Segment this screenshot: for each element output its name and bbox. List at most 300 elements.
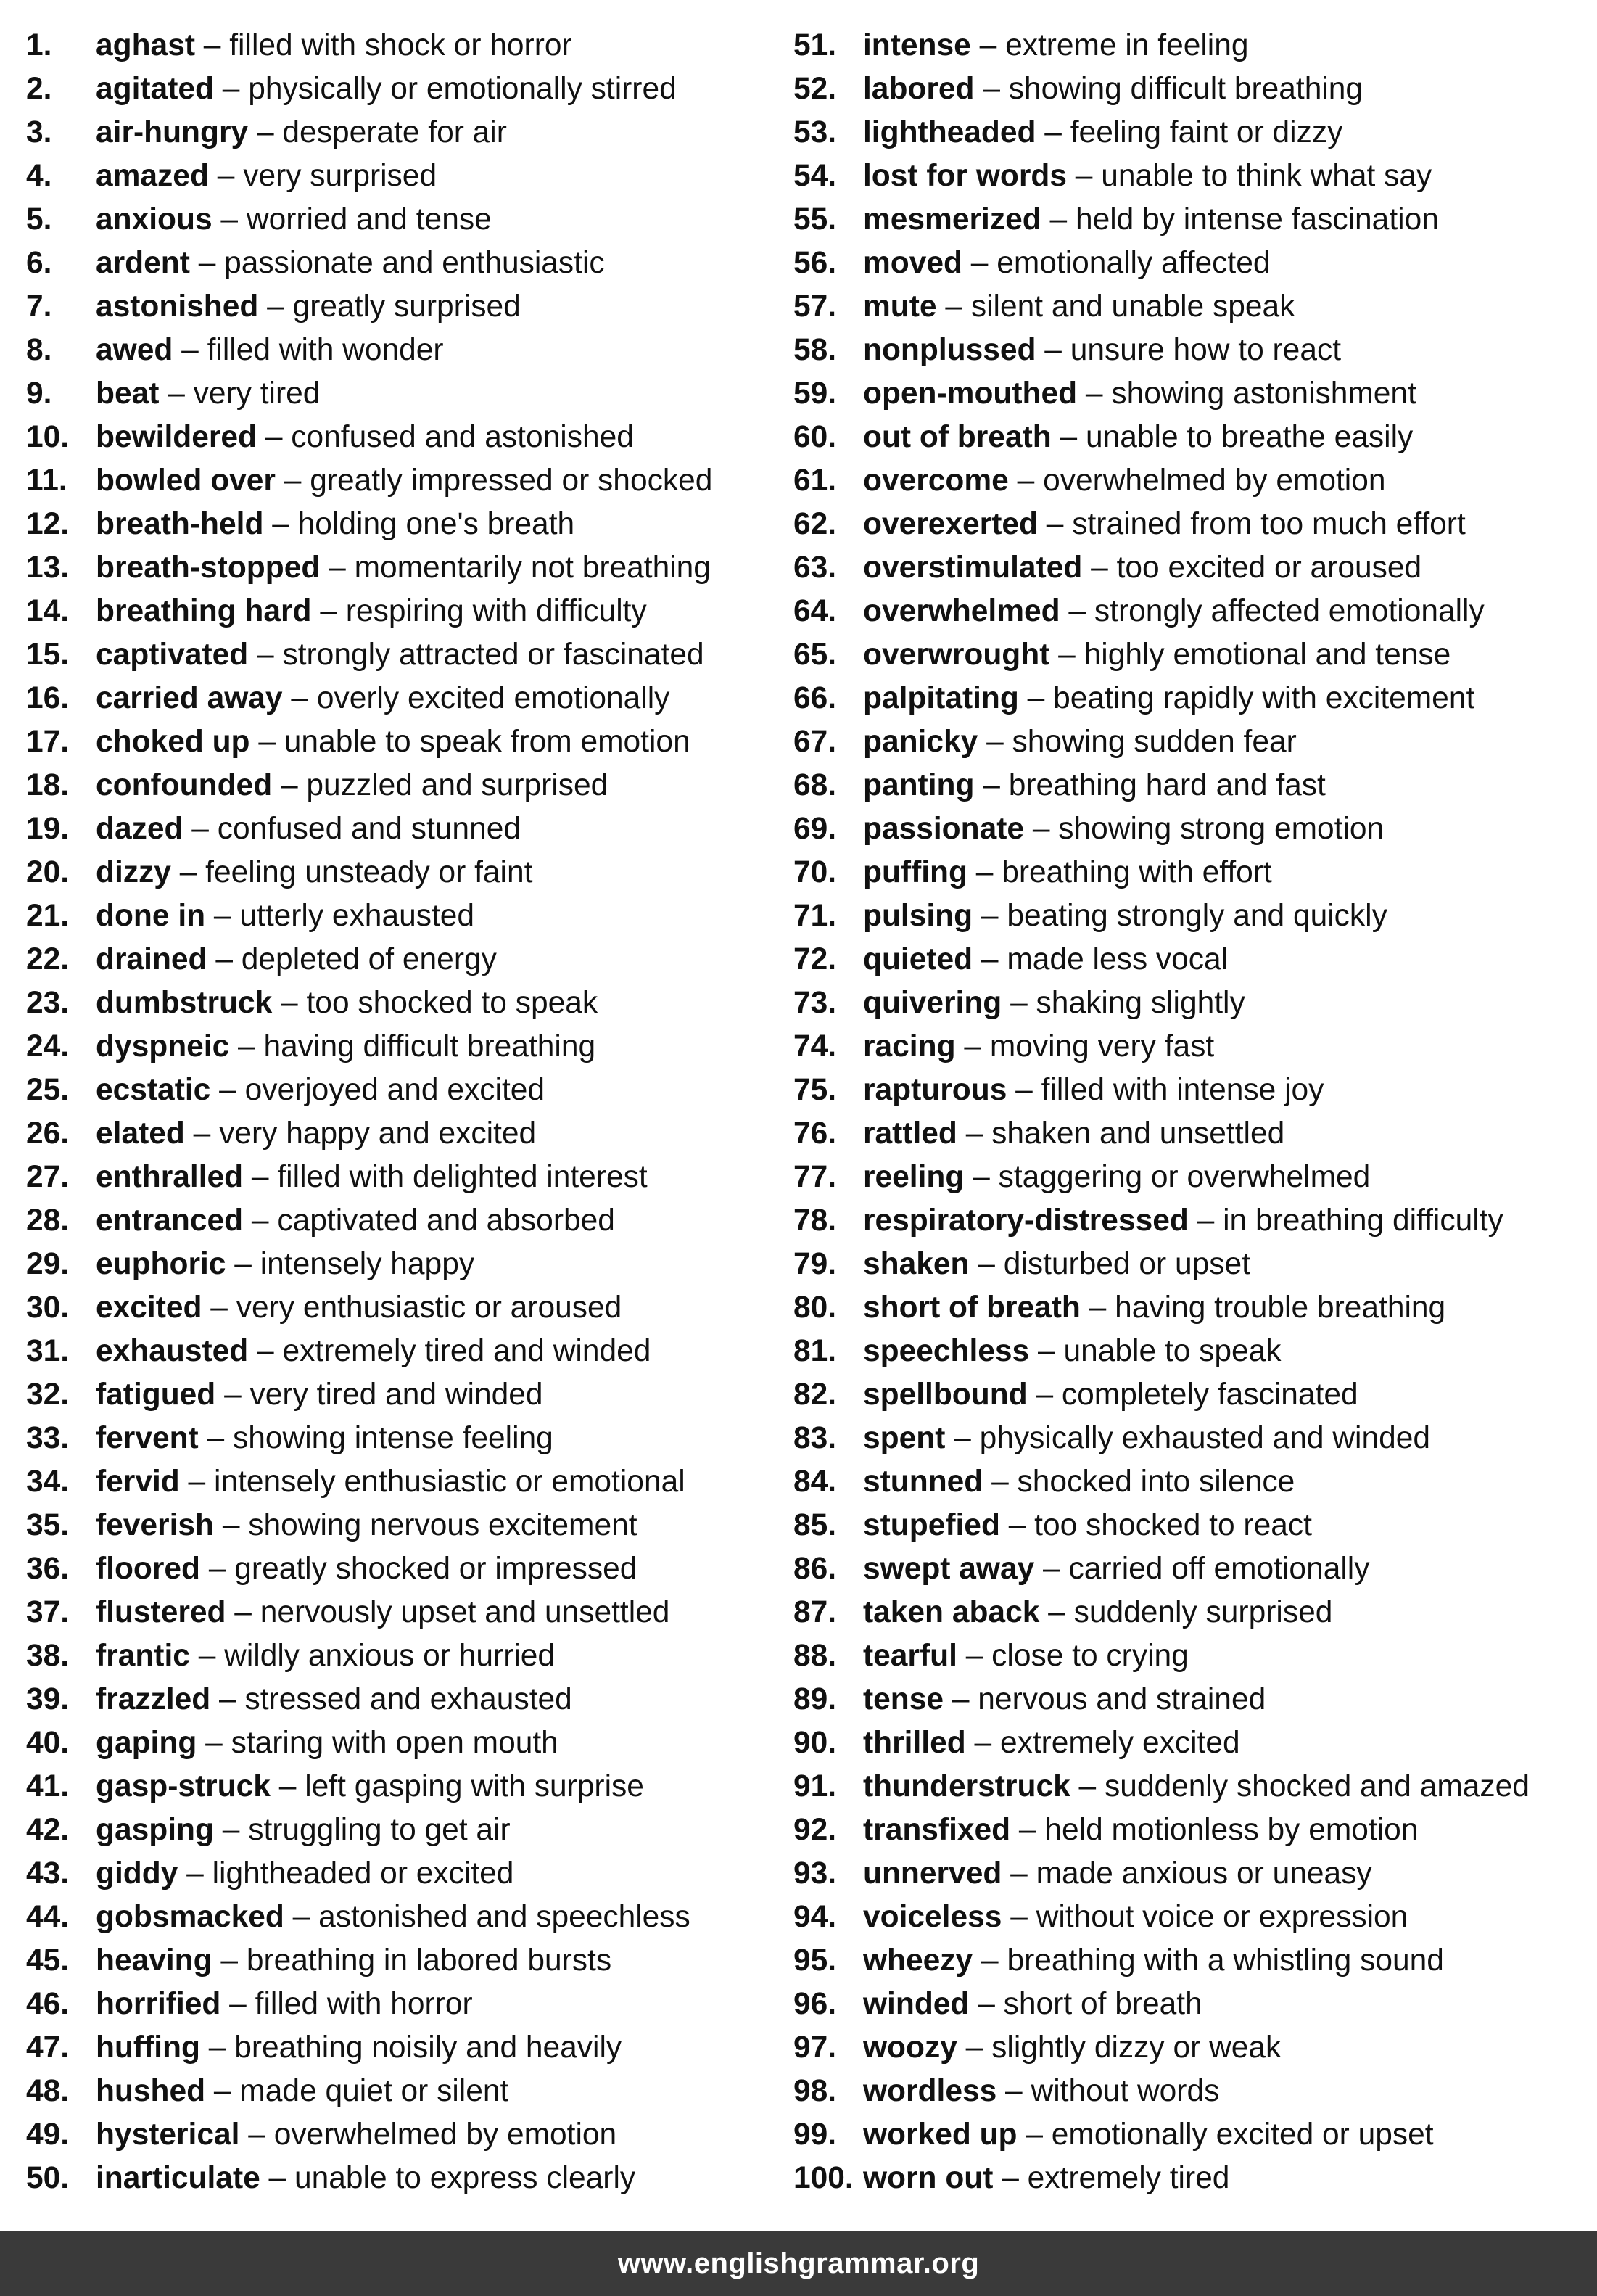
list-item: [793, 416, 1591, 459]
item-term: short of breath: [863, 1291, 1081, 1325]
item-text: [863, 416, 1413, 459]
list-item: [793, 67, 1591, 111]
item-separator: –: [1188, 1203, 1223, 1238]
item-definition: silent and unable speak: [970, 289, 1295, 324]
item-separator: –: [243, 1160, 278, 1194]
item-number: 85.: [793, 1508, 837, 1542]
item-separator: –: [1066, 159, 1102, 193]
item-text: [863, 1025, 1214, 1069]
item-term: breathing hard: [96, 594, 312, 628]
item-term: overcome: [863, 464, 1009, 498]
item-text: [863, 459, 1386, 503]
item-term: nonplussed: [863, 333, 1036, 367]
item-definition: strained from too much effort: [1072, 507, 1466, 541]
item-separator: –: [973, 899, 1007, 933]
item-text: [96, 1547, 637, 1591]
item-number: 78.: [793, 1203, 837, 1238]
item-definition: filled with shock or horror: [229, 28, 572, 62]
item-number: 73.: [793, 986, 837, 1020]
list-item: [26, 198, 788, 242]
item-definition: shaking slightly: [1036, 986, 1245, 1020]
item-number: 44.: [26, 1900, 70, 1934]
list-item: [793, 1765, 1591, 1809]
list-item: [793, 329, 1591, 372]
item-term: shaken: [863, 1247, 970, 1281]
list-item: [793, 1460, 1591, 1504]
item-term: wordless: [863, 2074, 997, 2108]
item-number: 31.: [26, 1334, 70, 1368]
item-text: [96, 198, 492, 242]
item-separator: –: [170, 855, 206, 889]
list-item: [26, 546, 788, 590]
item-separator: –: [215, 1378, 250, 1412]
list-item: [26, 1634, 788, 1678]
item-text: [863, 1069, 1324, 1112]
item-text: [863, 242, 1270, 285]
item-definition: suddenly surprised: [1073, 1595, 1333, 1629]
item-number: 7.: [26, 289, 52, 324]
item-term: racing: [863, 1029, 956, 1063]
item-definition: too shocked to react: [1034, 1508, 1312, 1542]
item-number: 62.: [793, 507, 837, 541]
list-item: [26, 1852, 788, 1896]
item-term: dizzy: [96, 855, 171, 889]
item-text: [96, 1156, 648, 1199]
item-definition: in breathing difficulty: [1223, 1203, 1503, 1238]
item-number: 46.: [26, 1987, 70, 2021]
item-separator: –: [184, 1116, 220, 1151]
list-item: [26, 1939, 788, 1983]
item-term: out of breath: [863, 420, 1052, 454]
list-item: [793, 2113, 1591, 2157]
item-separator: –: [999, 1508, 1035, 1542]
item-definition: breathing noisily and heavily: [234, 2030, 622, 2065]
list-item: [793, 764, 1591, 807]
item-text: [863, 1809, 1418, 1852]
item-term: entranced: [96, 1203, 244, 1238]
item-text: [96, 2026, 622, 2070]
list-item: [793, 1721, 1591, 1765]
item-definition: having trouble breathing: [1115, 1291, 1446, 1325]
item-definition: depleted of energy: [241, 942, 497, 976]
item-term: tearful: [863, 1639, 957, 1673]
item-definition: held motionless by emotion: [1044, 1813, 1419, 1847]
item-term: gasp-struck: [96, 1769, 271, 1803]
item-separator: –: [974, 768, 1009, 802]
list-item: [793, 1678, 1591, 1721]
item-term: elated: [96, 1116, 185, 1151]
item-separator: –: [965, 1726, 1000, 1760]
item-number: 69.: [793, 812, 837, 846]
item-separator: –: [957, 1639, 992, 1673]
item-term: captivated: [96, 638, 249, 672]
item-term: floored: [96, 1552, 201, 1586]
item-separator: –: [173, 333, 207, 367]
item-text: [863, 1721, 1240, 1765]
list-item: [793, 1417, 1591, 1460]
item-text: [863, 2026, 1281, 2070]
item-separator: –: [1017, 2118, 1052, 2152]
list-item: [26, 1678, 788, 1721]
item-separator: –: [1041, 202, 1076, 236]
item-text: [96, 1983, 473, 2026]
item-separator: –: [210, 1073, 245, 1107]
item-text: [863, 329, 1341, 372]
item-term: overexerted: [863, 507, 1038, 541]
item-number: 82.: [793, 1378, 837, 1412]
item-text: [96, 1460, 685, 1504]
item-separator: –: [964, 1160, 999, 1194]
list-item: [793, 2070, 1591, 2113]
item-separator: –: [955, 1029, 990, 1063]
item-number: 13.: [26, 551, 70, 585]
item-text: [96, 1765, 644, 1809]
item-number: 40.: [26, 1726, 70, 1760]
item-number: 68.: [793, 768, 837, 802]
item-number: 51.: [793, 28, 837, 62]
item-definition: unsure how to react: [1070, 333, 1342, 367]
item-text: [96, 1678, 572, 1721]
item-number: 92.: [793, 1813, 837, 1847]
item-number: 26.: [26, 1116, 70, 1151]
item-separator: –: [208, 159, 244, 193]
item-definition: staggering or overwhelmed: [998, 1160, 1371, 1194]
item-definition: showing astonishment: [1111, 377, 1416, 411]
item-term: quieted: [863, 942, 973, 976]
item-number: 55.: [793, 202, 837, 236]
item-definition: carried off emotionally: [1068, 1552, 1370, 1586]
item-term: bowled over: [96, 464, 276, 498]
item-term: panting: [863, 768, 975, 802]
item-text: [96, 938, 497, 982]
item-definition: intensely enthusiastic or emotional: [214, 1465, 685, 1499]
item-term: dazed: [96, 812, 183, 846]
item-term: mesmerized: [863, 202, 1041, 236]
list-item: [793, 1286, 1591, 1330]
item-text: [863, 1591, 1332, 1634]
item-term: agitated: [96, 72, 214, 106]
item-number: 91.: [793, 1769, 837, 1803]
list-item: [793, 894, 1591, 938]
item-term: taken aback: [863, 1595, 1040, 1629]
list-item: [26, 67, 788, 111]
list-item: [26, 1243, 788, 1286]
item-text: [96, 894, 474, 938]
item-separator: –: [1002, 1900, 1036, 1934]
item-text: [96, 1417, 553, 1460]
item-text: [863, 198, 1439, 242]
item-definition: very surprised: [243, 159, 437, 193]
item-term: overstimulated: [863, 551, 1083, 585]
item-definition: made less vocal: [1007, 942, 1229, 976]
item-term: passionate: [863, 812, 1025, 846]
item-separator: –: [311, 594, 346, 628]
item-number: 25.: [26, 1073, 70, 1107]
item-text: [96, 459, 712, 503]
item-separator: –: [1027, 1378, 1062, 1412]
item-definition: puzzled and surprised: [306, 768, 608, 802]
item-definition: greatly surprised: [292, 289, 521, 324]
item-definition: very enthusiastic or aroused: [236, 1291, 622, 1325]
item-number: 57.: [793, 289, 837, 324]
item-term: tense: [863, 1682, 944, 1716]
list-item: [793, 285, 1591, 329]
item-separator: –: [205, 899, 240, 933]
item-definition: passionate and enthusiastic: [224, 246, 605, 280]
item-text: [96, 720, 690, 764]
list-item: [26, 851, 788, 894]
item-number: 28.: [26, 1203, 70, 1238]
list-item: [26, 1156, 788, 1199]
item-definition: feeling faint or dizzy: [1070, 115, 1343, 149]
item-separator: –: [226, 1247, 260, 1281]
list-item: [793, 1939, 1591, 1983]
item-term: moved: [863, 246, 962, 280]
item-number: 42.: [26, 1813, 70, 1847]
item-text: [96, 1286, 622, 1330]
item-number: 5.: [26, 202, 52, 236]
item-term: carried away: [96, 681, 283, 715]
item-number: 10.: [26, 420, 70, 454]
item-number: 94.: [793, 1900, 837, 1934]
item-term: gaping: [96, 1726, 197, 1760]
item-text: [863, 546, 1421, 590]
item-separator: –: [1036, 333, 1070, 367]
item-term: labored: [863, 72, 975, 106]
item-separator: –: [1039, 1595, 1074, 1629]
item-text: [863, 1896, 1408, 1939]
item-separator: –: [1034, 1552, 1069, 1586]
item-definition: extreme in feeling: [1005, 28, 1249, 62]
item-separator: –: [1008, 464, 1044, 498]
item-number: 20.: [26, 855, 70, 889]
item-text: [863, 1417, 1430, 1460]
item-number: 32.: [26, 1378, 70, 1412]
item-term: choked up: [96, 725, 250, 759]
item-term: gobsmacked: [96, 1900, 284, 1934]
item-separator: –: [978, 725, 1012, 759]
item-term: hushed: [96, 2074, 206, 2108]
item-definition: made quiet or silent: [239, 2074, 509, 2108]
item-separator: –: [1002, 1856, 1036, 1890]
item-number: 53.: [793, 115, 837, 149]
item-separator: –: [974, 72, 1009, 106]
item-text: [96, 1721, 558, 1765]
item-separator: –: [243, 1203, 278, 1238]
item-term: respiratory-distressed: [863, 1203, 1189, 1238]
item-number: 24.: [26, 1029, 70, 1063]
item-number: 54.: [793, 159, 837, 193]
item-definition: breathing in labored bursts: [246, 1943, 612, 1978]
list-item: [793, 677, 1591, 720]
item-number: 63.: [793, 551, 837, 585]
item-text: [96, 590, 647, 633]
item-number: 27.: [26, 1160, 70, 1194]
list-item: [26, 982, 788, 1025]
item-term: aghast: [96, 28, 195, 62]
list-item: [26, 1896, 788, 1939]
list-item: [793, 720, 1591, 764]
item-separator: –: [214, 1508, 249, 1542]
item-definition: short of breath: [1003, 1987, 1202, 2021]
item-term: huffing: [96, 2030, 200, 2065]
item-definition: too excited or aroused: [1116, 551, 1422, 585]
item-number: 75.: [793, 1073, 837, 1107]
item-text: [863, 982, 1245, 1025]
item-number: 2.: [26, 72, 52, 106]
item-definition: extremely tired and winded: [282, 1334, 651, 1368]
item-text: [863, 1504, 1312, 1547]
item-separator: –: [197, 1726, 231, 1760]
list-item: [793, 1896, 1591, 1939]
list-item: [26, 1765, 788, 1809]
item-text: [863, 1852, 1372, 1896]
list-item: [793, 1156, 1591, 1199]
item-text: [863, 633, 1450, 677]
item-definition: unable to think what say: [1101, 159, 1432, 193]
item-definition: staring with open mouth: [231, 1726, 558, 1760]
item-text: [863, 2157, 1229, 2200]
list-item: [793, 1330, 1591, 1373]
list-item: [26, 1809, 788, 1852]
item-definition: unable to express clearly: [294, 2161, 636, 2195]
list-item: [793, 938, 1591, 982]
item-definition: overjoyed and excited: [244, 1073, 545, 1107]
item-term: amazed: [96, 159, 209, 193]
item-text: [96, 24, 572, 67]
item-number: 3.: [26, 115, 52, 149]
list-item: [26, 2113, 788, 2157]
item-separator: –: [199, 2030, 235, 2065]
item-separator: –: [969, 1247, 1004, 1281]
item-number: 16.: [26, 681, 70, 715]
item-term: palpitating: [863, 681, 1019, 715]
item-definition: having difficult breathing: [263, 1029, 596, 1063]
item-term: woozy: [863, 2030, 957, 2065]
item-definition: shaken and unsettled: [991, 1116, 1285, 1151]
item-term: dyspneic: [96, 1029, 230, 1063]
item-text: [863, 677, 1474, 720]
item-term: air-hungry: [96, 115, 249, 149]
item-separator: –: [213, 1813, 249, 1847]
footer-website-link[interactable]: www.englishgrammar.org: [617, 2247, 980, 2279]
item-text: [863, 503, 1466, 546]
item-separator: –: [944, 1682, 978, 1716]
item-term: worn out: [863, 2161, 994, 2195]
item-text: [863, 1156, 1370, 1199]
item-separator: –: [1060, 594, 1094, 628]
list-item: [793, 1069, 1591, 1112]
item-definition: physically or emotionally stirred: [248, 72, 677, 106]
item-number: 6.: [26, 246, 52, 280]
item-term: hysterical: [96, 2118, 240, 2152]
item-term: overwrought: [863, 638, 1050, 672]
item-term: done in: [96, 899, 206, 933]
item-definition: extremely excited: [999, 1726, 1240, 1760]
item-text: [96, 1025, 595, 1069]
list-item: [793, 1199, 1591, 1243]
list-item: [26, 459, 788, 503]
item-text: [863, 1634, 1189, 1678]
item-definition: overwhelmed by emotion: [273, 2118, 617, 2152]
item-separator: –: [212, 1943, 247, 1978]
list-item: [793, 1634, 1591, 1678]
item-number: 87.: [793, 1595, 837, 1629]
item-term: rapturous: [863, 1073, 1007, 1107]
item-definition: showing difficult breathing: [1008, 72, 1363, 106]
item-number: 30.: [26, 1291, 70, 1325]
item-term: beat: [96, 377, 160, 411]
item-term: wheezy: [863, 1943, 973, 1978]
item-definition: emotionally excited or upset: [1051, 2118, 1434, 2152]
item-text: [96, 155, 437, 198]
item-number: 58.: [793, 333, 837, 367]
item-text: [863, 1983, 1202, 2026]
item-definition: unable to speak from emotion: [284, 725, 690, 759]
item-definition: wildly anxious or hurried: [224, 1639, 556, 1673]
list-item: [26, 1547, 788, 1591]
item-text: [863, 1243, 1250, 1286]
item-number: 12.: [26, 507, 70, 541]
item-number: 99.: [793, 2118, 837, 2152]
item-term: overwhelmed: [863, 594, 1060, 628]
item-number: 41.: [26, 1769, 70, 1803]
item-number: 36.: [26, 1552, 70, 1586]
item-separator: –: [263, 507, 298, 541]
item-definition: intensely happy: [260, 1247, 475, 1281]
item-definition: nervously upset and unsettled: [260, 1595, 670, 1629]
item-definition: held by intense fascination: [1075, 202, 1439, 236]
item-term: excited: [96, 1291, 202, 1325]
item-term: quivering: [863, 986, 1002, 1020]
item-term: worked up: [863, 2118, 1018, 2152]
item-text: [96, 372, 320, 416]
item-term: intense: [863, 28, 971, 62]
item-definition: captivated and absorbed: [277, 1203, 615, 1238]
item-separator: –: [178, 1856, 212, 1890]
item-term: stupefied: [863, 1508, 1000, 1542]
item-term: puffing: [863, 855, 967, 889]
item-number: 60.: [793, 420, 837, 454]
item-text: [96, 1373, 543, 1417]
item-separator: –: [272, 768, 307, 802]
item-separator: –: [282, 681, 317, 715]
item-term: spellbound: [863, 1378, 1028, 1412]
item-separator: –: [213, 72, 249, 106]
item-text: [96, 416, 634, 459]
list-item: [793, 24, 1591, 67]
item-text: [96, 329, 444, 372]
item-separator: –: [1037, 507, 1073, 541]
item-separator: –: [258, 289, 293, 324]
list-item: [26, 24, 788, 67]
item-number: 81.: [793, 1334, 837, 1368]
item-definition: worried and tense: [246, 202, 492, 236]
item-term: drained: [96, 942, 207, 976]
item-term: winded: [863, 1987, 970, 2021]
item-definition: lightheaded or excited: [212, 1856, 514, 1890]
list-item: [26, 1330, 788, 1373]
item-term: reeling: [863, 1160, 965, 1194]
item-term: dumbstruck: [96, 986, 273, 1020]
item-number: 9.: [26, 377, 52, 411]
item-definition: moving very fast: [989, 1029, 1215, 1063]
list-item: [26, 111, 788, 155]
item-term: anxious: [96, 202, 212, 236]
item-definition: unable to breathe easily: [1085, 420, 1414, 454]
item-definition: without voice or expression: [1036, 1900, 1408, 1934]
item-term: fatigued: [96, 1378, 216, 1412]
